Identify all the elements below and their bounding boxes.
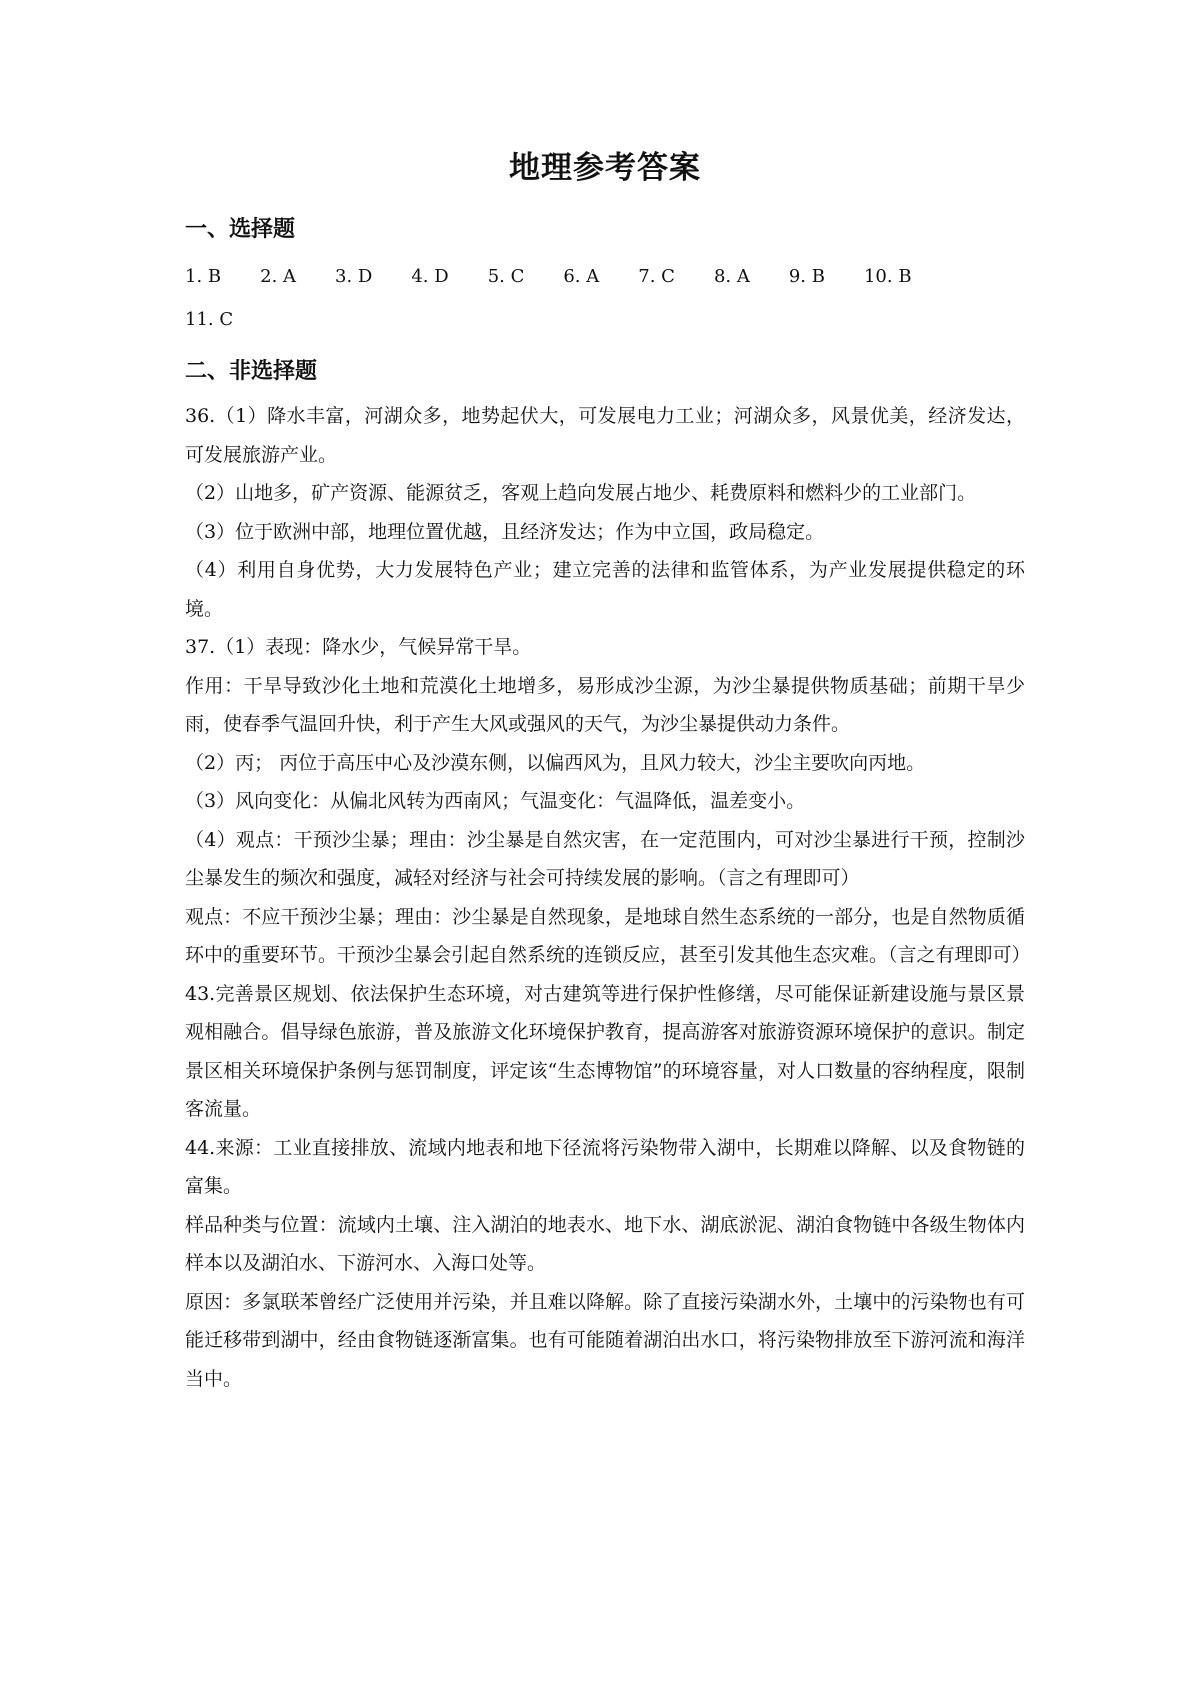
q44-reason: 原因：多氯联苯曾经广泛使用并污染，并且难以降解。除了直接污染湖水外，土壤中的污染物也有可能迁移带到湖中，经由食物链逐渐富集。也有可能随着湖泊出水口，将污染物排放至下游河流和海洋当中。 — [185, 1290, 1025, 1390]
choice-answer-item: 2. A — [260, 266, 297, 287]
q36-part1: 36.（1）降水丰富，河湖众多，地势起伏大，可发展电力工业；河湖众多，风景优美，经济发达，可发展旅游产业。 — [185, 405, 1025, 466]
page-title: 地理参考答案 — [509, 150, 701, 186]
section-heading-choice: 一、选择题 — [185, 217, 296, 242]
q36-part3: （3）位于欧洲中部，地理位置优越，且经济发达；作为中立国，政局稳定。 — [185, 520, 825, 543]
q36-part4: （4）利用自身优势，大力发展特色产业；建立完善的法律和监管体系，为产业发展提供稳定的环境。 — [185, 559, 1025, 620]
q37-part4-view-b: 观点：不应干预沙尘暴；理由：沙尘暴是自然现象，是地球自然生态系统的一部分，也是自然物质循环中的重要环节。干预沙尘暴会引起自然系统的连锁反应，甚至引发其他生态灾难。（言之有理即可） — [185, 905, 1031, 966]
q36-part2: （2）山地多，矿产资源、能源贫乏，客观上趋向发展占地少、耗费原料和燃料少的工业部门。 — [185, 482, 977, 504]
q37-part1: 37.（1）表现：降水少，气候异常干旱。 — [185, 636, 532, 658]
q37-part1-effect: 作用：干旱导致沙化土地和荒漠化土地增多，易形成沙尘源，为沙尘暴提供物质基础；前期干旱少雨，使春季气温回升快，利于产生大风或强风的天气，为沙尘暴提供动力条件。 — [185, 674, 1025, 735]
choice-answer-item: 5. C — [487, 266, 525, 287]
choice-answer-item: 7. C — [638, 266, 675, 287]
q37-part4-view-a: （4）观点：干预沙尘暴；理由：沙尘暴是自然灾害，在一定范围内，可对沙尘暴进行干预，控制沙尘暴发生的频次和强度，减轻对经济与社会可持续发展的影响。（言之有理即可） — [185, 828, 1025, 889]
page-content — [185, 148, 1031, 1398]
choice-answer-item: 8. A — [713, 266, 750, 287]
choice-answer-item: 10. B — [863, 266, 912, 287]
q43-answer: 43.完善景区规划、依法保护生态环境，对古建筑等进行保护性修缮，尽可能保证新建设施与景区景观相融合。倡导绿色旅游，普及旅游文化环境保护教育，提高游客对旅游资源环境保护的意识。制定景区相关环境保护条例与惩罚制度，评定该“生态博物馆”的环境容量，对人口数量的容纳程度，限制客流量。 — [185, 982, 1025, 1120]
section-heading-nonchoice: 二、非选择题 — [185, 359, 318, 384]
q44-source: 44.来源：工业直接排放、流域内地表和地下径流将污染物带入湖中，长期难以降解、以及食物链的富集。 — [185, 1136, 1025, 1197]
choice-answer-item: 11. C — [185, 309, 234, 330]
q44-samples: 样品种类与位置：流域内土壤、注入湖泊的地表水、地下水、湖底淤泥、湖泊食物链中各级生物体内样本以及湖泊水、下游河水、入海口处等。 — [185, 1213, 1025, 1274]
choice-answer-item: 6. A — [563, 266, 600, 287]
choice-answer-item: 9. B — [788, 266, 825, 287]
q37-part2: （2）丙； 丙位于高压中心及沙漠东侧，以偏西风为，且风力较大，沙尘主要吹向丙地。 — [185, 751, 926, 774]
choice-answer-item: 3. D — [335, 266, 373, 287]
q37-part3: （3）风向变化：从偏北风转为西南风；气温变化：气温降低，温差变小。 — [185, 790, 806, 812]
choice-answers — [185, 255, 1025, 341]
choice-answer-item: 4. D — [411, 266, 449, 287]
choice-answer-item: 1. B — [185, 266, 222, 287]
